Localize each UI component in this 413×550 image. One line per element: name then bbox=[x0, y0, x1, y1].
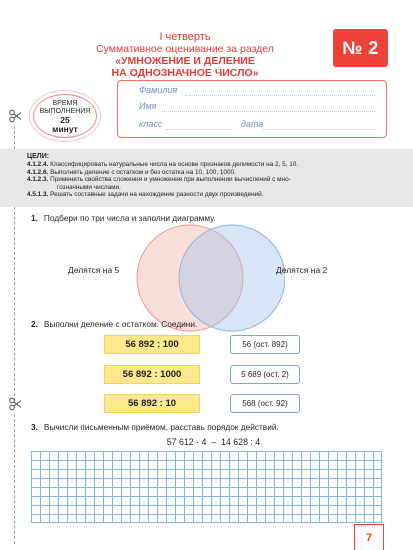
scissors-icon bbox=[8, 109, 22, 123]
assessment-number-badge: № 2 bbox=[333, 29, 388, 67]
page-number: 7 bbox=[354, 524, 384, 550]
division-result[interactable]: 568 (ост. 92) bbox=[230, 394, 300, 413]
name-label: Имя bbox=[139, 101, 157, 111]
goal-text: гозначными числами. bbox=[57, 183, 121, 191]
cut-line bbox=[14, 414, 15, 544]
goal-text: Выполнять деление с остатком и без остатка на 10, 100, 1000. bbox=[50, 168, 236, 176]
time-badge bbox=[33, 94, 97, 138]
goal-text: Классифицировать натуральные числа на основе признаков делимости на 2, 5, 10. bbox=[50, 161, 299, 168]
goal-item bbox=[27, 191, 413, 199]
goals-panel bbox=[0, 149, 413, 207]
goal-item bbox=[27, 161, 413, 169]
goal-text: Решать составные задачи на нахождение разности двух произведений. bbox=[50, 191, 264, 198]
scissors-icon bbox=[8, 397, 22, 411]
time-label-1: ВРЕМЯ bbox=[52, 100, 78, 107]
goal-code: 4.1.2.4. bbox=[27, 161, 49, 168]
goals-title: ЦЕЛИ: bbox=[27, 153, 50, 160]
division-expression[interactable]: 56 892 : 100 bbox=[104, 335, 200, 354]
task1-text: Подбери по три числа и заполни диаграмму. bbox=[43, 213, 216, 223]
time-value: 25 bbox=[60, 115, 70, 125]
quarter-title: I четверть bbox=[159, 31, 211, 43]
venn-left-label: Делятся на 5 bbox=[68, 265, 120, 275]
task2-text: Выполни деление с остатком. Соедини. bbox=[43, 319, 198, 329]
goal-code: 4.1.2.6. bbox=[27, 168, 49, 176]
date-label: дата bbox=[241, 119, 264, 129]
task3-text: Вычисли письменным приёмом, расставь порядок действий. bbox=[43, 422, 279, 432]
name-field[interactable] bbox=[162, 111, 375, 112]
surname-field[interactable] bbox=[185, 95, 375, 96]
time-label-2: ВЫПОЛНЕНИЯ bbox=[39, 108, 91, 115]
task3-expression: 57 612 · 4 – 14 628 : 4 bbox=[166, 437, 261, 447]
goal-item bbox=[27, 176, 413, 184]
task2-number: 2. bbox=[31, 319, 38, 329]
division-expression[interactable]: 56 892 : 1000 bbox=[104, 365, 200, 384]
goal-item bbox=[27, 169, 413, 177]
task1-number: 1. bbox=[31, 213, 38, 223]
surname-label: Фамилия bbox=[139, 85, 178, 95]
task3-number: 3. bbox=[31, 422, 38, 432]
division-expression[interactable]: 56 892 : 10 bbox=[104, 394, 200, 413]
task2-prompt bbox=[31, 319, 197, 329]
goal-code: 4.1.2.3. bbox=[27, 176, 49, 183]
venn-diagram[interactable] bbox=[135, 222, 285, 334]
division-result[interactable]: 5 689 (ост. 2) bbox=[230, 365, 300, 384]
venn-right-label: Делятся на 2 bbox=[276, 265, 328, 275]
goal-item-continued bbox=[27, 184, 413, 192]
venn-right-circle[interactable] bbox=[179, 225, 285, 331]
section-title-line1: «УМНОЖЕНИЕ И ДЕЛЕНИЕ bbox=[115, 55, 255, 67]
date-field[interactable] bbox=[263, 129, 375, 130]
division-result[interactable]: 56 (ост. 892) bbox=[230, 335, 300, 354]
goal-text: Применять свойства сложения и умножения при выполнении вычислений с мно- bbox=[50, 176, 291, 183]
time-unit: минут bbox=[52, 124, 78, 134]
class-field[interactable] bbox=[166, 129, 232, 130]
class-label: класс bbox=[139, 119, 163, 129]
answer-grid[interactable] bbox=[31, 451, 382, 523]
assessment-title: Суммативное оценивание за раздел bbox=[96, 43, 274, 55]
section-title-line2: НА ОДНОЗНАЧНОЕ ЧИСЛО» bbox=[111, 67, 259, 79]
goal-code: 4.5.1.3. bbox=[27, 191, 49, 198]
task3-prompt bbox=[31, 422, 279, 432]
